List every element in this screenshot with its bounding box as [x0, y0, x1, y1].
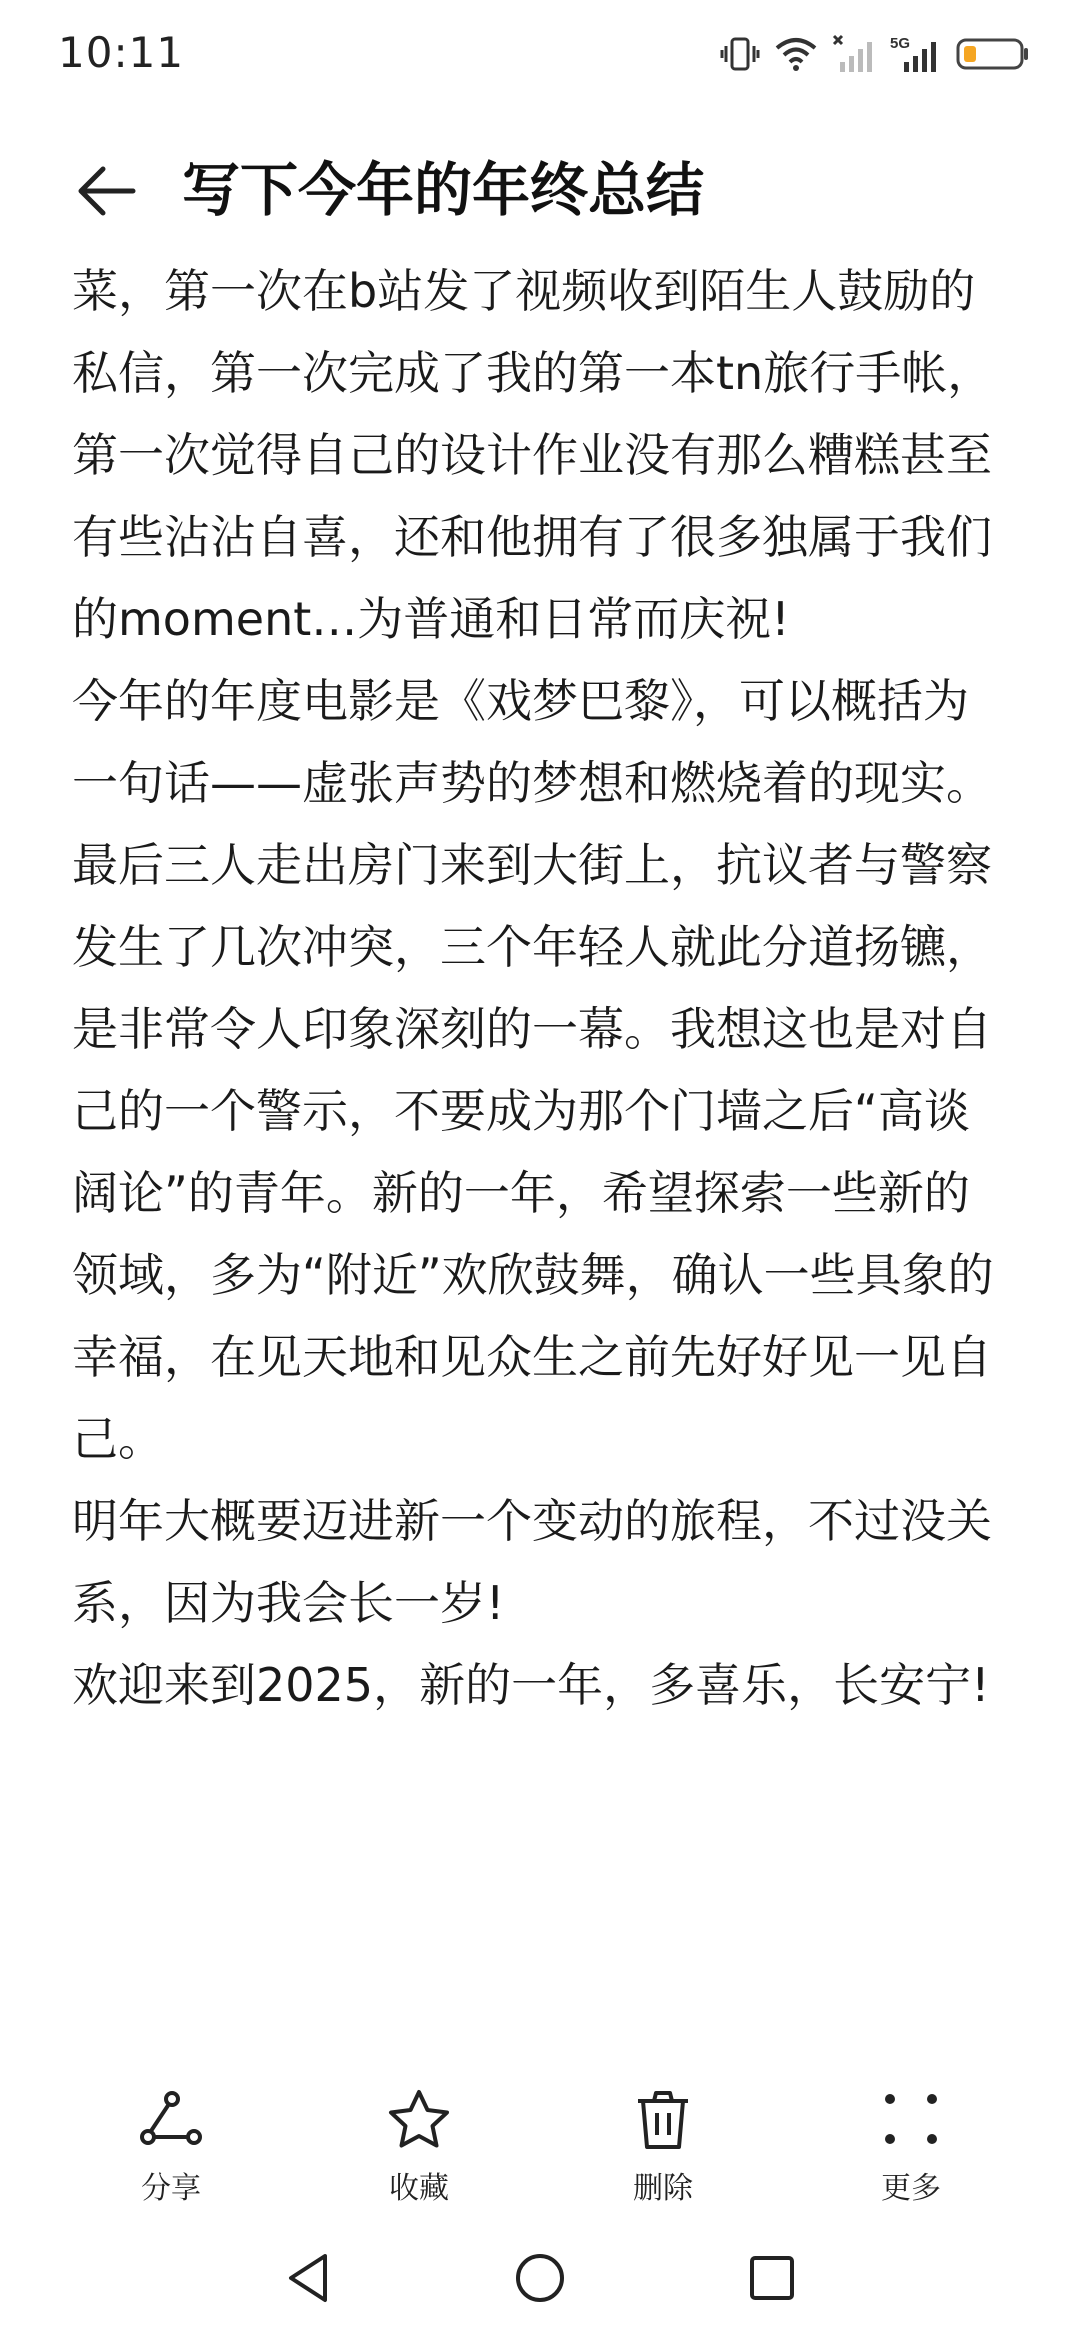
article-paragraph: 欢迎来到2025，新的一年，多喜乐，长安宁! [72, 1658, 990, 1712]
nav-recents-icon [744, 2250, 800, 2310]
more-dots-icon [876, 2085, 946, 2155]
star-icon [384, 2085, 454, 2155]
delete-button[interactable] [573, 2085, 753, 2215]
status-icons [720, 32, 1030, 76]
page-title: 写下今年的年终总结 [182, 156, 705, 224]
signal-5g-icon [890, 34, 942, 74]
nav-back-icon [283, 2250, 333, 2310]
status-time: 10:11 [58, 28, 185, 77]
svg-text:5G: 5G [890, 35, 911, 52]
system-nav-bar [0, 2240, 1080, 2340]
status-bar [0, 0, 1080, 110]
article-paragraph: 今年的年度电影是《戏梦巴黎》，可以概括为一句话——虚张声势的梦想和燃烧着的现实。最后三人走出房门来到大街上，抗议者与警察发生了几次冲突，三个年轻人就此分道扬镳，是非常令人印象深刻的一幕。我想这也是对自己的一个警示，不要成为那个门墙之后“高谈阔论”的青年。新的一年，希望探索一些新的领域，多为“附近”欢欣鼓舞，确认一些具象的幸福，在见天地和见众生之前先好好见一见自己。 [72, 674, 994, 1466]
nav-recents-button[interactable] [732, 2240, 812, 2320]
share-label: 分享 [141, 2171, 201, 2206]
delete-label: 删除 [633, 2171, 693, 2206]
share-icon [136, 2085, 206, 2155]
article-body [72, 250, 1002, 1726]
vibrate-icon [720, 36, 760, 72]
nav-back-button[interactable] [268, 2240, 348, 2320]
share-button[interactable] [81, 2085, 261, 2215]
nav-home-icon [512, 2250, 568, 2310]
arrow-left-icon [73, 163, 137, 223]
header [0, 140, 1080, 240]
back-button[interactable] [70, 158, 140, 228]
action-bar [0, 2085, 1080, 2215]
wifi-icon [774, 36, 818, 72]
more-button[interactable] [821, 2085, 1001, 2215]
nav-home-button[interactable] [500, 2240, 580, 2320]
trash-icon [628, 2085, 698, 2155]
favorite-button[interactable] [329, 2085, 509, 2215]
signal-no-sim-icon [832, 34, 876, 74]
article-paragraph: 明年大概要迈进新一个变动的旅程，不过没关系，因为我会长一岁! [72, 1494, 992, 1630]
favorite-label: 收藏 [389, 2171, 449, 2206]
article-paragraph: 菜，第一次在b站发了视频收到陌生人鼓励的私信，第一次完成了我的第一本tn旅行手帐，第一次觉得自己的设计作业没有那么糟糕甚至有些沾沾自喜，还和他拥有了很多独属于我们的moment…为普通和日常而庆祝! [72, 264, 994, 646]
battery-icon [956, 36, 1030, 72]
more-label: 更多 [881, 2171, 941, 2206]
